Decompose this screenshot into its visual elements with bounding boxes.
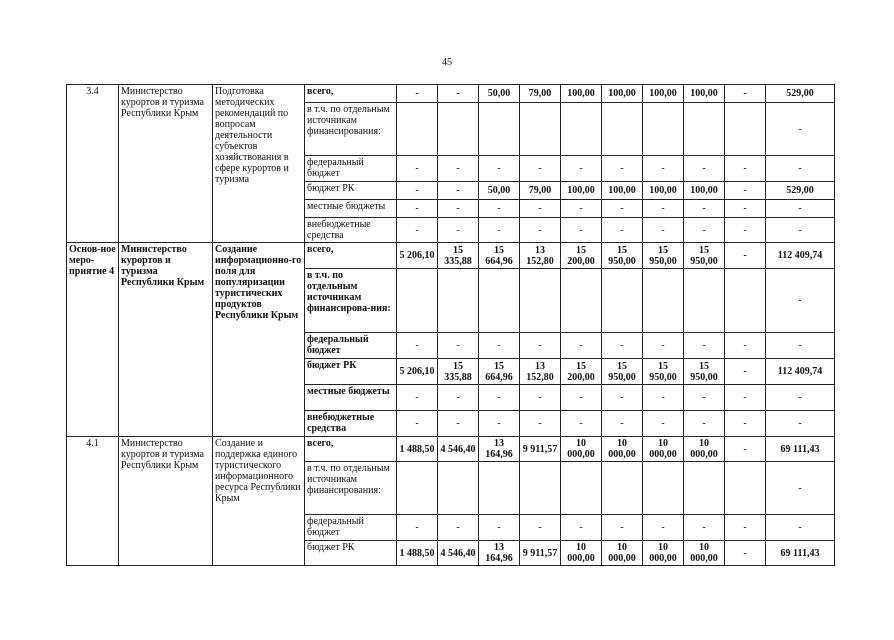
measure-name: Создание информационно-го поля для популяризации туристических продуктов Республики Крым: [213, 243, 305, 437]
year-value-cell: [438, 269, 479, 333]
year-value-cell: [684, 462, 725, 515]
year-value-cell: -: [520, 515, 561, 541]
year-value-cell: 100,00: [684, 85, 725, 103]
year-value-cell: -: [397, 200, 438, 218]
year-value-cell: -: [561, 385, 602, 411]
year-value-cell: -: [438, 182, 479, 200]
year-value-cell: [479, 462, 520, 515]
total-value-cell: -: [766, 411, 835, 437]
year-value-cell: [602, 269, 643, 333]
year-value-cell: -: [602, 411, 643, 437]
year-value-cell: -: [602, 515, 643, 541]
year-value-cell: [643, 462, 684, 515]
year-value-cell: -: [684, 333, 725, 359]
year-value-cell: -: [643, 156, 684, 182]
funding-source-label: в т.ч. по отдельным источникам финансирова-ния:: [305, 269, 397, 333]
year-value-cell: [520, 462, 561, 515]
year-value-cell: -: [438, 156, 479, 182]
funding-source-label: бюджет РК: [305, 541, 397, 566]
year-value-cell: 9 911,57: [520, 541, 561, 566]
measure-name: Создание и поддержка единого туристического информационного ресурса Республики Крым: [213, 437, 305, 566]
year-value-cell: -: [520, 385, 561, 411]
year-value-cell: -: [561, 411, 602, 437]
year-value-cell: [684, 269, 725, 333]
year-value-cell: 10 000,00: [643, 437, 684, 462]
total-value-cell: 69 111,43: [766, 437, 835, 462]
year-value-cell: [684, 103, 725, 156]
year-value-cell: 5 206,10: [397, 243, 438, 269]
measure-code: 3.4: [67, 85, 119, 243]
total-value-cell: -: [766, 462, 835, 515]
year-value-cell: [725, 103, 766, 156]
total-value-cell: -: [766, 515, 835, 541]
year-value-cell: -: [725, 385, 766, 411]
funding-source-label: внебюджетные средства: [305, 411, 397, 437]
funding-source-label: бюджет РК: [305, 359, 397, 385]
year-value-cell: -: [725, 437, 766, 462]
year-value-cell: 100,00: [561, 182, 602, 200]
year-value-cell: -: [643, 385, 684, 411]
funding-source-label: бюджет РК: [305, 182, 397, 200]
year-value-cell: 4 546,40: [438, 541, 479, 566]
funding-source-label: в т.ч. по отдельным источникам финансирования:: [305, 462, 397, 515]
year-value-cell: 100,00: [561, 85, 602, 103]
year-value-cell: -: [725, 541, 766, 566]
year-value-cell: -: [520, 411, 561, 437]
year-value-cell: -: [397, 218, 438, 243]
year-value-cell: -: [479, 333, 520, 359]
total-value-cell: 112 409,74: [766, 359, 835, 385]
year-value-cell: 79,00: [520, 85, 561, 103]
year-value-cell: 10 000,00: [684, 541, 725, 566]
funding-source-label: всего,: [305, 437, 397, 462]
year-value-cell: [438, 103, 479, 156]
year-value-cell: -: [397, 515, 438, 541]
year-value-cell: -: [643, 333, 684, 359]
year-value-cell: -: [520, 156, 561, 182]
executor-cell: Министерство курортов и туризма Республики Крым: [119, 85, 213, 243]
table-row: [67, 437, 835, 462]
year-value-cell: 10 000,00: [643, 541, 684, 566]
year-value-cell: 15 335,88: [438, 359, 479, 385]
year-value-cell: -: [561, 515, 602, 541]
year-value-cell: [397, 462, 438, 515]
year-value-cell: -: [397, 385, 438, 411]
year-value-cell: -: [479, 156, 520, 182]
year-value-cell: 10 000,00: [602, 437, 643, 462]
year-value-cell: -: [520, 200, 561, 218]
year-value-cell: 15 200,00: [561, 359, 602, 385]
total-value-cell: -: [766, 269, 835, 333]
year-value-cell: -: [479, 385, 520, 411]
year-value-cell: -: [397, 411, 438, 437]
year-value-cell: -: [520, 218, 561, 243]
funding-source-label: всего,: [305, 243, 397, 269]
year-value-cell: 100,00: [684, 182, 725, 200]
executor-cell: Министерство курортов и туризма Республики Крым: [119, 437, 213, 566]
year-value-cell: -: [479, 515, 520, 541]
year-value-cell: 50,00: [479, 85, 520, 103]
funding-source-label: местные бюджеты: [305, 385, 397, 411]
year-value-cell: [643, 103, 684, 156]
year-value-cell: -: [438, 411, 479, 437]
total-value-cell: 112 409,74: [766, 243, 835, 269]
year-value-cell: 1 488,50: [397, 541, 438, 566]
year-value-cell: -: [438, 515, 479, 541]
year-value-cell: [561, 462, 602, 515]
year-value-cell: 15 950,00: [684, 243, 725, 269]
year-value-cell: -: [643, 411, 684, 437]
year-value-cell: -: [397, 156, 438, 182]
total-value-cell: -: [766, 385, 835, 411]
year-value-cell: -: [561, 333, 602, 359]
year-value-cell: 15 664,96: [479, 243, 520, 269]
page-number: 45: [442, 57, 452, 68]
year-value-cell: 10 000,00: [684, 437, 725, 462]
year-value-cell: [602, 462, 643, 515]
year-value-cell: -: [684, 411, 725, 437]
year-value-cell: 10 000,00: [602, 541, 643, 566]
funding-source-label: внебюджетные средства: [305, 218, 397, 243]
funding-source-label: федеральный бюджет: [305, 515, 397, 541]
year-value-cell: -: [602, 385, 643, 411]
year-value-cell: 100,00: [643, 182, 684, 200]
year-value-cell: [725, 269, 766, 333]
year-value-cell: 13 152,80: [520, 243, 561, 269]
funding-source-label: федеральный бюджет: [305, 156, 397, 182]
year-value-cell: -: [438, 218, 479, 243]
table-row: [67, 85, 835, 103]
year-value-cell: 79,00: [520, 182, 561, 200]
year-value-cell: 10 000,00: [561, 541, 602, 566]
budget-table: [66, 84, 835, 566]
year-value-cell: -: [438, 200, 479, 218]
year-value-cell: [725, 462, 766, 515]
total-value-cell: -: [766, 200, 835, 218]
year-value-cell: 50,00: [479, 182, 520, 200]
year-value-cell: 15 664,96: [479, 359, 520, 385]
total-value-cell: -: [766, 218, 835, 243]
year-value-cell: -: [725, 333, 766, 359]
year-value-cell: 15 335,88: [438, 243, 479, 269]
year-value-cell: 4 546,40: [438, 437, 479, 462]
year-value-cell: [643, 269, 684, 333]
year-value-cell: -: [397, 333, 438, 359]
year-value-cell: -: [561, 200, 602, 218]
year-value-cell: -: [725, 515, 766, 541]
year-value-cell: [479, 103, 520, 156]
year-value-cell: 15 950,00: [602, 243, 643, 269]
year-value-cell: -: [438, 385, 479, 411]
year-value-cell: [397, 269, 438, 333]
year-value-cell: [520, 103, 561, 156]
year-value-cell: -: [725, 156, 766, 182]
year-value-cell: 10 000,00: [561, 437, 602, 462]
year-value-cell: 15 950,00: [602, 359, 643, 385]
year-value-cell: [520, 269, 561, 333]
total-value-cell: 529,00: [766, 182, 835, 200]
total-value-cell: 69 111,43: [766, 541, 835, 566]
year-value-cell: -: [684, 515, 725, 541]
total-value-cell: -: [766, 103, 835, 156]
table-row: [67, 243, 835, 269]
year-value-cell: 13 152,80: [520, 359, 561, 385]
year-value-cell: -: [725, 85, 766, 103]
year-value-cell: 100,00: [602, 85, 643, 103]
year-value-cell: -: [684, 218, 725, 243]
year-value-cell: 100,00: [602, 182, 643, 200]
year-value-cell: -: [725, 182, 766, 200]
year-value-cell: -: [725, 200, 766, 218]
year-value-cell: -: [684, 156, 725, 182]
funding-source-label: всего,: [305, 85, 397, 103]
year-value-cell: -: [643, 200, 684, 218]
measure-code: Основ-ное меро-приятие 4: [67, 243, 119, 437]
year-value-cell: -: [684, 385, 725, 411]
year-value-cell: -: [725, 359, 766, 385]
measure-name: Подготовка методических рекомендаций по вопросам деятельности субъектов хозяйствования в сфере курортов и туризма: [213, 85, 305, 243]
year-value-cell: -: [520, 333, 561, 359]
year-value-cell: -: [684, 200, 725, 218]
year-value-cell: [397, 103, 438, 156]
year-value-cell: -: [725, 411, 766, 437]
year-value-cell: [561, 103, 602, 156]
year-value-cell: -: [397, 85, 438, 103]
year-value-cell: [438, 462, 479, 515]
year-value-cell: 1 488,50: [397, 437, 438, 462]
measure-code: 4.1: [67, 437, 119, 566]
total-value-cell: 529,00: [766, 85, 835, 103]
year-value-cell: -: [643, 515, 684, 541]
year-value-cell: -: [602, 156, 643, 182]
year-value-cell: -: [561, 218, 602, 243]
year-value-cell: [602, 103, 643, 156]
executor-cell: Министерство курортов и туризма Республики Крым: [119, 243, 213, 437]
year-value-cell: 15 950,00: [643, 359, 684, 385]
funding-source-label: в т.ч. по отдельным источникам финансирования:: [305, 103, 397, 156]
year-value-cell: -: [602, 200, 643, 218]
year-value-cell: 15 950,00: [684, 359, 725, 385]
year-value-cell: 15 950,00: [643, 243, 684, 269]
year-value-cell: -: [479, 200, 520, 218]
year-value-cell: -: [602, 333, 643, 359]
year-value-cell: 9 911,57: [520, 437, 561, 462]
year-value-cell: -: [479, 218, 520, 243]
year-value-cell: [561, 269, 602, 333]
year-value-cell: -: [438, 333, 479, 359]
year-value-cell: -: [602, 218, 643, 243]
year-value-cell: -: [725, 243, 766, 269]
year-value-cell: -: [561, 156, 602, 182]
year-value-cell: 15 200,00: [561, 243, 602, 269]
year-value-cell: 13 164,96: [479, 437, 520, 462]
funding-source-label: федеральный бюджет: [305, 333, 397, 359]
total-value-cell: -: [766, 333, 835, 359]
year-value-cell: -: [438, 85, 479, 103]
year-value-cell: 5 206,10: [397, 359, 438, 385]
funding-source-label: местные бюджеты: [305, 200, 397, 218]
year-value-cell: -: [479, 411, 520, 437]
year-value-cell: -: [725, 218, 766, 243]
year-value-cell: -: [397, 182, 438, 200]
year-value-cell: [479, 269, 520, 333]
total-value-cell: -: [766, 156, 835, 182]
year-value-cell: -: [643, 218, 684, 243]
year-value-cell: 100,00: [643, 85, 684, 103]
year-value-cell: 13 164,96: [479, 541, 520, 566]
